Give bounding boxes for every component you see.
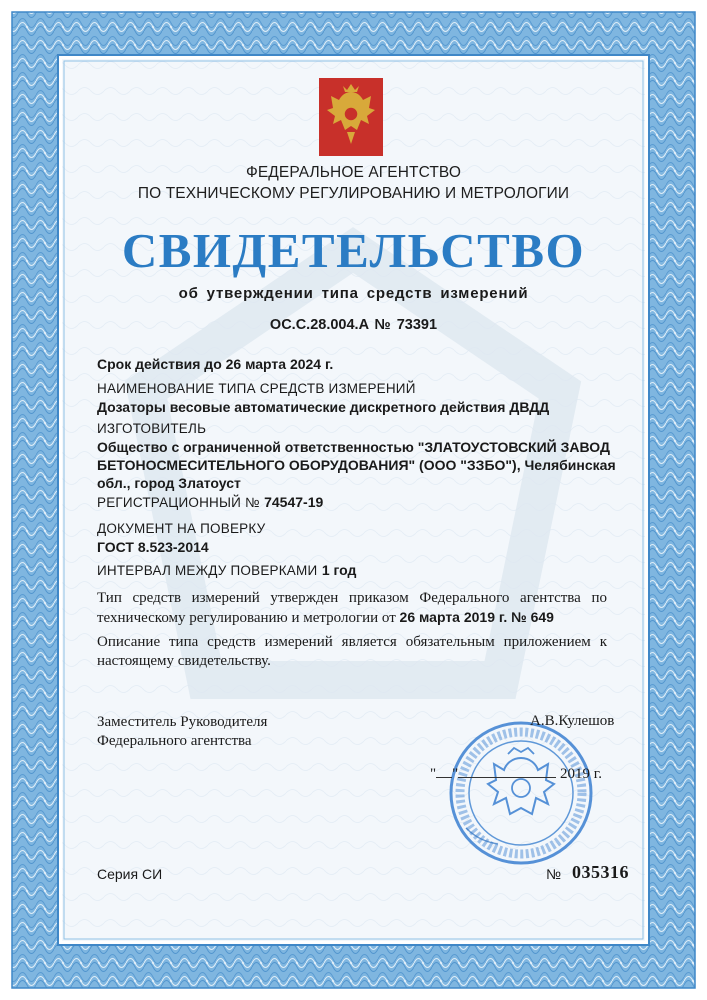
description-paragraph: Описание типа средств измерений является обязательным приложением к настоящему свидетельству. (97, 634, 607, 669)
interval-label: ИНТЕРВАЛ МЕЖДУ ПОВЕРКАМИ (97, 563, 318, 578)
interval-section (97, 562, 617, 580)
verification-doc-section (97, 520, 617, 556)
manufacturer-line-1: Общество с ограниченной ответственностью "ЗЛАТОУСТОВСКИЙ ЗАВОД (97, 439, 610, 455)
interval-value: 1 год (321, 562, 357, 578)
approval-text: Тип средств измерений утвержден приказом Федерального агентства по техническому регулированию и метрологии от (97, 590, 607, 626)
serial-number: 035316 (572, 862, 629, 882)
russian-coat-of-arms-icon (319, 78, 383, 156)
position-line-2: Федерального агентства (97, 733, 252, 749)
official-seal-stamp (446, 718, 596, 868)
verification-doc-label: ДОКУМЕНТ НА ПОВЕРКУ (97, 521, 266, 536)
signature-year: 2019 г. (560, 766, 602, 782)
agency-line-2: ПО ТЕХНИЧЕСКОМУ РЕГУЛИРОВАНИЮ И МЕТРОЛОГИИ (137, 185, 570, 202)
order-reference: 26 марта 2019 г. № 649 (399, 609, 554, 625)
registration-section (97, 494, 617, 512)
agency-name (0, 162, 707, 204)
signatory-position (97, 713, 267, 751)
validity-period: Срок действия до 26 марта 2024 г. (97, 356, 334, 372)
document-subtitle: об утверждении типа средств измерений (178, 285, 529, 302)
verification-doc-value: ГОСТ 8.523-2014 (97, 539, 209, 555)
registration-value: 74547-19 (264, 494, 324, 510)
agency-line-1: ФЕДЕРАЛЬНОЕ АГЕНТСТВО (245, 164, 462, 181)
approval-paragraph (97, 589, 607, 628)
registration-label: РЕГИСТРАЦИОННЫЙ № (97, 495, 260, 510)
position-line-1: Заместитель Руководителя (97, 714, 268, 730)
manufacturer-section (97, 420, 617, 492)
series-label: Серия СИ (97, 866, 163, 882)
certificate-number: OC.C.28.004.A № 73391 (269, 317, 438, 333)
signature-date (430, 765, 602, 783)
manufacturer-line-2: БЕТОНОСМЕСИТЕЛЬНОГО ОБОРУДОВАНИЯ" (ООО "ЗЗБО"), Челябинская (97, 457, 616, 473)
type-name-value: Дозаторы весовые автоматические дискретного действия ДВДД (97, 399, 550, 415)
date-quote-close: " (452, 766, 459, 782)
serial-number-label: № (546, 866, 562, 882)
type-name-section (97, 380, 617, 416)
type-name-label: НАИМЕНОВАНИЕ ТИПА СРЕДСТВ ИЗМЕРЕНИЙ (97, 381, 416, 396)
date-quote-open: " (430, 766, 437, 782)
manufacturer-line-3: обл., город Златоуст (97, 475, 241, 491)
document-title: СВИДЕТЕЛЬСТВО (121, 223, 586, 278)
signatory-name: А.В.Кулешов (530, 713, 615, 729)
manufacturer-label: ИЗГОТОВИТЕЛЬ (97, 421, 207, 436)
